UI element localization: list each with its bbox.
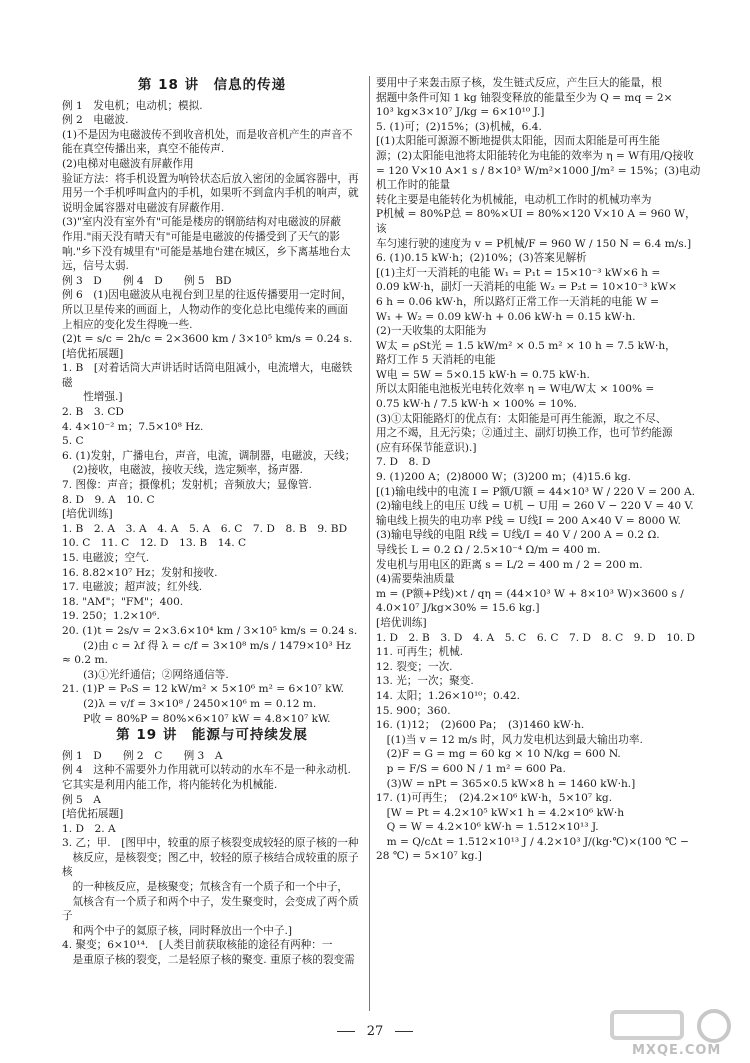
text-line: 例 1 D 例 2 C 例 3 A <box>62 749 223 762</box>
text-line: W₁ + W₂ = 0.09 kW·h + 0.06 kW·h = 0.15 kW·h. <box>376 310 636 323</box>
text-line: 16. 8.82×10⁷ Hz；发射和接收. <box>62 566 218 579</box>
text-line: 转化主要是电能转化为机械能，电动机工作时的机械功率为 <box>376 193 652 206</box>
text-line: (3)输电导线的电阻 R线 = U线/I = 40 V / 200 A = 0.2 Ω. <box>376 529 660 542</box>
text-line: 3. 乙；甲. [图甲中，较重的原子核裂变成较轻的原子核的一种 <box>62 837 359 850</box>
text-line: 10. C 11. C 12. D 13. B 14. C <box>62 537 247 550</box>
watermark-text: MXQE.COM <box>632 1043 722 1058</box>
text-line: 车匀速行驶的速度为 v = P机械/F = 960 W / 150 N = 6.4 m/s.] <box>376 237 692 250</box>
text-line: 14. 太阳；1.26×10¹⁰；0.42. <box>376 689 520 702</box>
text-line: 用之不竭，且无污染；②通过主、副灯切换工作，也可节约能源 <box>376 427 673 440</box>
text-line: 说明金属容器对电磁波有屏蔽作用. <box>62 201 225 214</box>
text-line: (3)"室内没有室外有"可能是楼房的钢筋结构对电磁波的屏蔽 <box>62 216 341 229</box>
text-line: [(1)当 v = 12 m/s 时，风力发电机达到最大输出功率. <box>376 733 643 746</box>
text-line: [培优拓展题] <box>62 808 124 821</box>
text-line: 4. 聚变；6×10¹⁴. [人类目前获取核能的途径有两种：一 <box>62 939 333 952</box>
text-line: 例 2 电磁波. <box>62 114 129 127</box>
text-line: Q = W = 4.2×10⁶ kW·h = 1.512×10¹³ J. <box>376 821 599 834</box>
text-line: = 120 V×10 A×1 s / 8×10³ W/m²×1000 J/m² = 15%；(3)电动机工作时的能量 <box>376 164 701 192</box>
text-line: (2)电梯对电磁波有屏蔽作用 <box>62 157 194 170</box>
text-line: 2. B 3. CD <box>62 406 124 419</box>
text-line: 7. 图像：声音；摄像机；发射机；音频放大；显像管. <box>62 479 312 492</box>
text-line: 1. D 2. B 3. D 4. A 5. C 6. C 7. D 8. C 9. D 10. D <box>376 631 696 644</box>
text-line: 例 4 这种不需要外力作用就可以转动的水车不是一种永动机. <box>62 764 351 777</box>
text-line: 氚核含有一个质子和两个中子，发生聚变时，会变成了两个质子 <box>62 895 359 923</box>
text-line: [(1)太阳能可源源不断地提供太阳能，因而太阳能是可再生能 <box>376 135 660 148</box>
text-line: 16. (1)12； (2)600 Pa； (3)1460 kW·h. <box>376 719 585 732</box>
text-line: [培优训练] <box>62 508 113 521</box>
text-line: 据题中条件可知 1 kg 铀裂变释放的能量至少为 Q = mq = 2× <box>376 91 673 104</box>
text-line: 是重原子核的裂变，二是轻原子核的聚变. 重原子核的裂变需 <box>62 954 355 967</box>
text-line: 5. (1)可；(2)15%；(3)机械，6.4. <box>376 120 542 133</box>
text-line: 要用中子来轰击原子核，发生链式反应，产生巨大的能量，根 <box>376 77 663 89</box>
text-line: 例 6 (1)因电磁波从电视台到卫星的往返传播要用一定时间， <box>62 289 352 302</box>
text-line: 0.75 kW·h / 7.5 kW·h × 100% = 10%. <box>376 398 577 411</box>
text-line: P机械 = 80%P总 = 80%×UI = 80%×120 V×10 A = 960 W，该 <box>376 208 696 235</box>
text-line: 6. (1)0.15 kW·h；(2)10%；(3)答案见解析 <box>376 252 587 265</box>
text-line: 例 5 A <box>62 793 101 806</box>
text-line: (4)需要柴油质量 <box>376 573 455 586</box>
text-line: 18. "AM"；"FM"；400. <box>62 595 184 608</box>
text-line: [培优拓展题] <box>62 347 124 360</box>
text-line: (3)①光纤通信；②网络通信等. <box>62 668 229 681</box>
text-line: 上相应的变化发生得晚一些. <box>62 318 193 331</box>
text-line: 发电机与用电区的距离 s = L/2 = 400 m / 2 = 200 m. <box>376 558 643 571</box>
text-line: (2)接收，电磁波，接收天线，选定频率，扬声器. <box>62 464 303 477</box>
text-line: (2)输电线上的电压 U线 = U机 − U用 = 260 V − 220 V = 40 V. <box>376 500 694 513</box>
text-line: 21. (1)P = P₀S = 12 kW/m² × 5×10⁶ m² = 6×10⁷ kW. <box>62 683 344 696</box>
text-line: [(1)主灯一天消耗的电能 W₁ = P₁t = 15×10⁻³ kW×6 h = <box>376 266 661 279</box>
text-line: (3)W = nPt = 365×0.5 kW×8 h = 1460 kW·h.] <box>376 777 636 790</box>
text-line: 所以太阳能电池板光电转化效率 η = W电/W太 × 100% = <box>376 383 655 396</box>
text-line: m = (P额+P线)×t / qη = (44×10³ W + 8×10³ W)×3600 s / 4.0×10⁷ J/kg×30% = 15.6 kg.] <box>376 587 688 615</box>
text-line: 19. 250；1.2×10⁶. <box>62 610 160 623</box>
text-line: 的一种核反应，是核聚变；氘核含有一个质子和一个中子， <box>62 881 349 894</box>
text-line: (3)①太阳能路灯的优点有：太阳能是可再生能源，取之不尽、 <box>376 412 667 425</box>
left-column <box>62 76 362 968</box>
text-line: 它其实是利用内能工作，将内能转化为机械能. <box>62 778 278 791</box>
text-line: (2)由 c = λf 得 λ = c/f = 3×10⁸ m/s / 1479×10³ Hz ≈ 0.2 m. <box>62 639 355 667</box>
text-line: 7. D 8. D <box>376 456 431 469</box>
text-line: 所以卫星传来的画面上，人物动作的变化总比电缆传来的画面 <box>62 303 349 316</box>
text-line: 0.09 kW·h，副灯一天消耗的电能 W₂ = P₂t = 10×10⁻³ kW× <box>376 281 677 294</box>
text-line: P收 = 80%P = 80%×6×10⁷ kW = 4.8×10⁷ kW. <box>62 712 331 725</box>
column-divider <box>369 76 370 1011</box>
text-line: 1. B [对着话筒大声讲话时话筒电阻减小，电流增大，电磁铁磁 <box>62 362 353 389</box>
text-line: 1. B 2. A 3. A 4. A 5. A 6. C 7. D 8. B 9. BD <box>62 522 348 535</box>
text-line: [(1)输电线中的电流 I = P额/U额 = 44×10³ W / 220 V = 200 A. <box>376 485 695 498</box>
text-line: 作用."雨天没有晴天有"可能是电磁波的传播受到了天气的影 <box>62 230 340 243</box>
text-line: [培优训练] <box>376 616 427 629</box>
text-line: 远，信号太弱. <box>62 260 129 273</box>
text-line: 能在真空传播出来，真空不能传声. <box>62 143 225 156</box>
text-line: 源；(2)太阳能电池将太阳能转化为电能的效率为 η = W有用/Q接收 <box>376 149 694 162</box>
page-number-text: 27 <box>366 1024 384 1039</box>
text-line: (2)λ = v/f = 3×10⁸ / 2450×10⁶ m = 0.12 m. <box>62 697 317 710</box>
text-line: (2)F = G = mg = 60 kg × 10 N/kg = 600 N. <box>376 748 621 761</box>
text-line: (2)一天收集的太阳能为 <box>376 325 487 338</box>
text-line: (2)t = s/c = 2h/c = 2×3600 km / 3×10⁵ km/s = 0.24 s. <box>62 333 353 346</box>
text-line: [W = Pt = 4.2×10⁵ kW×1 h = 4.2×10⁶ kW·h <box>376 806 625 819</box>
text-line: p = F/S = 600 N / 1 m² = 600 Pa. <box>376 762 566 775</box>
text-line: 13. 光；一次；聚变. <box>376 675 474 688</box>
text-line: 20. (1)t = 2s/v = 2×3.6×10⁴ km / 3×10⁵ km/s = 0.24 s. <box>62 624 358 637</box>
dash-right <box>395 1031 413 1032</box>
text-line: 5. C <box>62 435 84 448</box>
text-line: 核反应，是核裂变；图乙中，较轻的原子核结合成较重的原子核 <box>62 851 359 879</box>
text-line: 输电线上损失的电功率 P线 = U线I = 200 A×40 V = 8000 W. <box>376 514 681 527</box>
text-line: 6 h = 0.06 kW·h，所以路灯正常工作一天消耗的电能 W = <box>376 295 659 308</box>
right-column <box>376 76 702 864</box>
text-line: 10³ kg×3×10⁷ J/kg = 6×10¹⁰ J.] <box>376 106 545 119</box>
text-line: W太 = ρSt光 = 1.5 kW/m² × 0.5 m² × 10 h = 7.5 kW·h， <box>376 339 676 352</box>
text-line: 1. D 2. A <box>62 822 116 835</box>
text-line: 15. 900；360. <box>376 704 451 717</box>
text-line: m = Q/cΔt = 1.512×10¹³ J / 4.2×10³ J/(kg·℃)×(100 ℃ − 28 ℃) = 5×10⁷ kg.] <box>376 835 693 863</box>
text-line: 响."乡下没有城里有"可能是基地台建在城区，乡下离基地台太 <box>62 245 351 258</box>
dash-left <box>337 1031 355 1032</box>
section-heading: 第 19 讲 能源与可持续发展 <box>116 727 308 744</box>
text-line: 12. 裂变；一次. <box>376 660 453 673</box>
text-line: 用另一个手机呼叫盒内的手机，如果听不到盒内手机的响声，就 <box>62 187 359 200</box>
text-line: 6. (1)发射，广播电台，声音，电流，调制器，电磁波，天线； <box>62 449 356 462</box>
text-line: 验证方法：将手机设置为响铃状态后放入密闭的金属容器中，再 <box>62 172 359 185</box>
text-line: 11. 可再生；机械. <box>376 646 464 659</box>
text-line: 导线长 L = 0.2 Ω / 2.5×10⁻⁴ Ω/m = 400 m. <box>376 544 601 556</box>
text-line: (1)不是因为电磁波传不到收音机处，而是收音机产生的声音不 <box>62 128 353 141</box>
text-line: 9. (1)200 A；(2)8000 W；(3)200 m；(4)15.6 kg. <box>376 471 631 484</box>
text-line: 17. 电磁波；超声波；红外线. <box>62 581 203 594</box>
section-heading: 第 18 讲 信息的传递 <box>137 77 287 93</box>
text-line: 路灯工作 5 天消耗的电能 <box>376 354 496 367</box>
text-line: W电 = 5W = 5×0.15 kW·h = 0.75 kW·h. <box>376 368 590 381</box>
text-line: 和两个中子的氦原子核，同时释放出一个中子.] <box>62 924 292 937</box>
text-line: 例 1 发电机；电动机；模拟. <box>62 99 203 112</box>
text-line: 性增强.] <box>62 391 123 404</box>
text-line: 15. 电磁波；空气. <box>62 552 150 564</box>
text-line: (应有环保节能意识).] <box>376 441 477 454</box>
text-line: 例 3 D 例 4 D 例 5 BD <box>62 274 232 287</box>
text-line: 8. D 9. A 10. C <box>62 493 155 506</box>
text-line: 17. (1)可再生； (2)4.2×10⁶ kW·h，5×10⁷ kg. <box>376 792 613 805</box>
text-line: 4. 4×10⁻² m；7.5×10⁸ Hz. <box>62 420 204 433</box>
